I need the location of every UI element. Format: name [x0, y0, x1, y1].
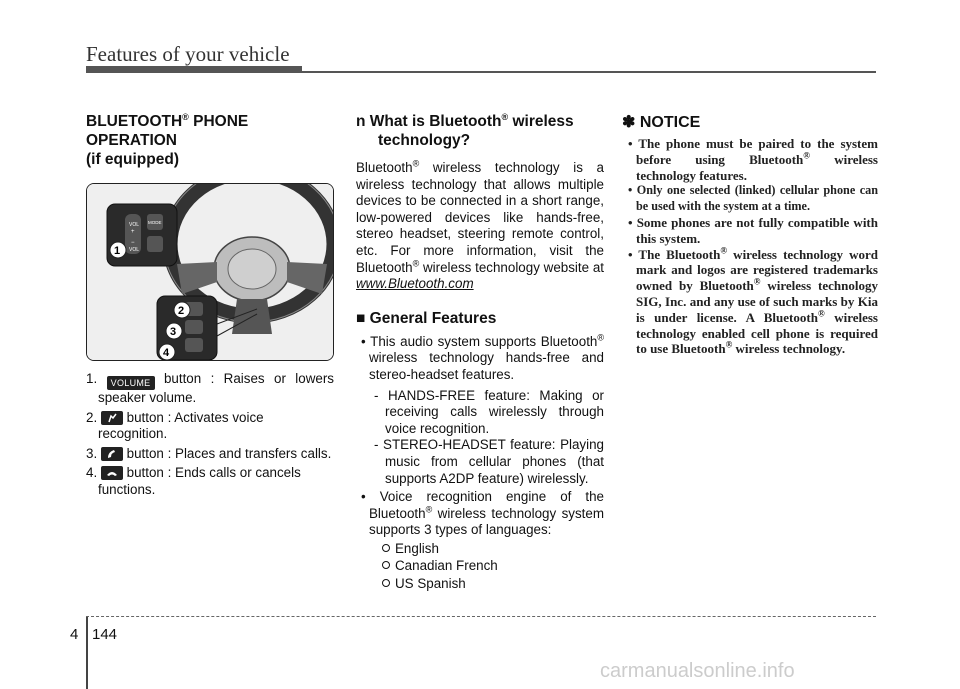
footer-divider: [86, 617, 88, 689]
list-item: 2. button : Activates voice recognition.: [86, 409, 264, 442]
column-notice: [622, 112, 878, 357]
list-item: • Voice recognition engine of the Bluetooth® wireless technology system supports 3 types of languages: English Canadian French US Spanish: [361, 489, 604, 592]
sub-list: [369, 388, 604, 488]
list-item: • This audio system supports Bluetooth® wireless technology hands-free and stereo-headset features. - HANDS-FREE feature: Making or receiving calls wirelessly through voice recognition. - STEREO-HEADSET feature: Playing music from cellular phones (that supports A2DP feature) wirelessly.: [361, 332, 605, 486]
callout-4: 4: [163, 347, 170, 359]
callout-2: 2: [178, 305, 185, 317]
mode-label: MODE: [148, 220, 162, 225]
list-item: Canadian French: [369, 558, 604, 575]
page-header-title: Features of your vehicle: [86, 42, 290, 66]
footer-rule: [86, 616, 876, 617]
question-heading: n What is Bluetooth® wireless technology?: [356, 111, 574, 149]
list-item: - STEREO-HEADSET feature: Playing music from cellular phones (that supports A2DP feature) wirelessly.: [374, 437, 604, 486]
list-item: 3. button : Places and transfers calls.: [86, 445, 332, 461]
features-list: [356, 334, 604, 593]
column-what-is-bluetooth: [356, 112, 604, 594]
list-item: • Some phones are not fully compatible with this system.: [628, 214, 878, 246]
list-item: • The Bluetooth® wireless technology word mark and logos are registered trademarks owned by Bluetooth® wireless technology SIG, Inc. and any use of such marks by Kia is under license. A Bluetooth® wireless technology enabled cell phone is required to use Bluetooth® wireless technology.: [628, 245, 878, 357]
circle-bullet-icon: [382, 561, 390, 569]
languages-list: [369, 541, 604, 593]
page-number: 144: [92, 626, 118, 643]
steering-wheel-figure: [86, 183, 334, 361]
list-item: English: [369, 541, 604, 558]
phone-call-icon: [101, 447, 123, 461]
notice-list: [622, 136, 878, 357]
list-item: 4. button : Ends calls or cancels functions.: [86, 465, 301, 497]
bluetooth-website-link[interactable]: www.Bluetooth.com: [356, 276, 474, 292]
callout-1: 1: [114, 245, 121, 257]
list-item: • Only one selected (linked) cellular phone can be used with the system at a time.: [628, 183, 878, 214]
minus-label: −: [131, 240, 135, 246]
notice-title: ✽ NOTICE: [622, 114, 701, 131]
vol-down-label: VOL: [129, 247, 140, 253]
section-heading: BLUETOOTH® PHONE OPERATION (if equipped): [86, 111, 249, 168]
volume-icon: VOLUME: [107, 376, 155, 390]
vol-up-label: VOL: [129, 222, 140, 228]
phone-end-icon: [101, 466, 123, 480]
callout-3: 3: [170, 326, 177, 338]
list-item: US Spanish: [369, 576, 604, 593]
intro-paragraph: Bluetooth® wireless technology is a wireless technology that allows multiple devices to be connected in a short range, low-powered devices like hands-free, stereo headset, steering remote control, etc. For more information, visit the Bluetooth® wireless technology website at www.Bluetooth.com: [356, 158, 604, 292]
header-rule: [86, 71, 876, 73]
list-item: • The phone must be paired to the system before using Bluetooth® wireless technology features.: [628, 136, 878, 183]
list-item: - HANDS-FREE feature: Making or receiving calls wirelessly through voice recognition.: [374, 387, 604, 436]
column-bluetooth-operation: [86, 112, 334, 515]
voice-recognition-icon: [101, 411, 123, 425]
general-features-heading: ■ General Features: [356, 309, 497, 327]
list-item: 1. VOLUME button : Raises or lowers speaker volume.: [86, 371, 334, 405]
circle-bullet-icon: [382, 544, 390, 552]
circle-bullet-icon: [382, 579, 390, 587]
watermark: carmanualsonline.info: [600, 660, 795, 682]
chapter-number: 4: [70, 626, 79, 643]
button-descriptions: [86, 371, 334, 499]
plus-label: +: [131, 229, 135, 235]
